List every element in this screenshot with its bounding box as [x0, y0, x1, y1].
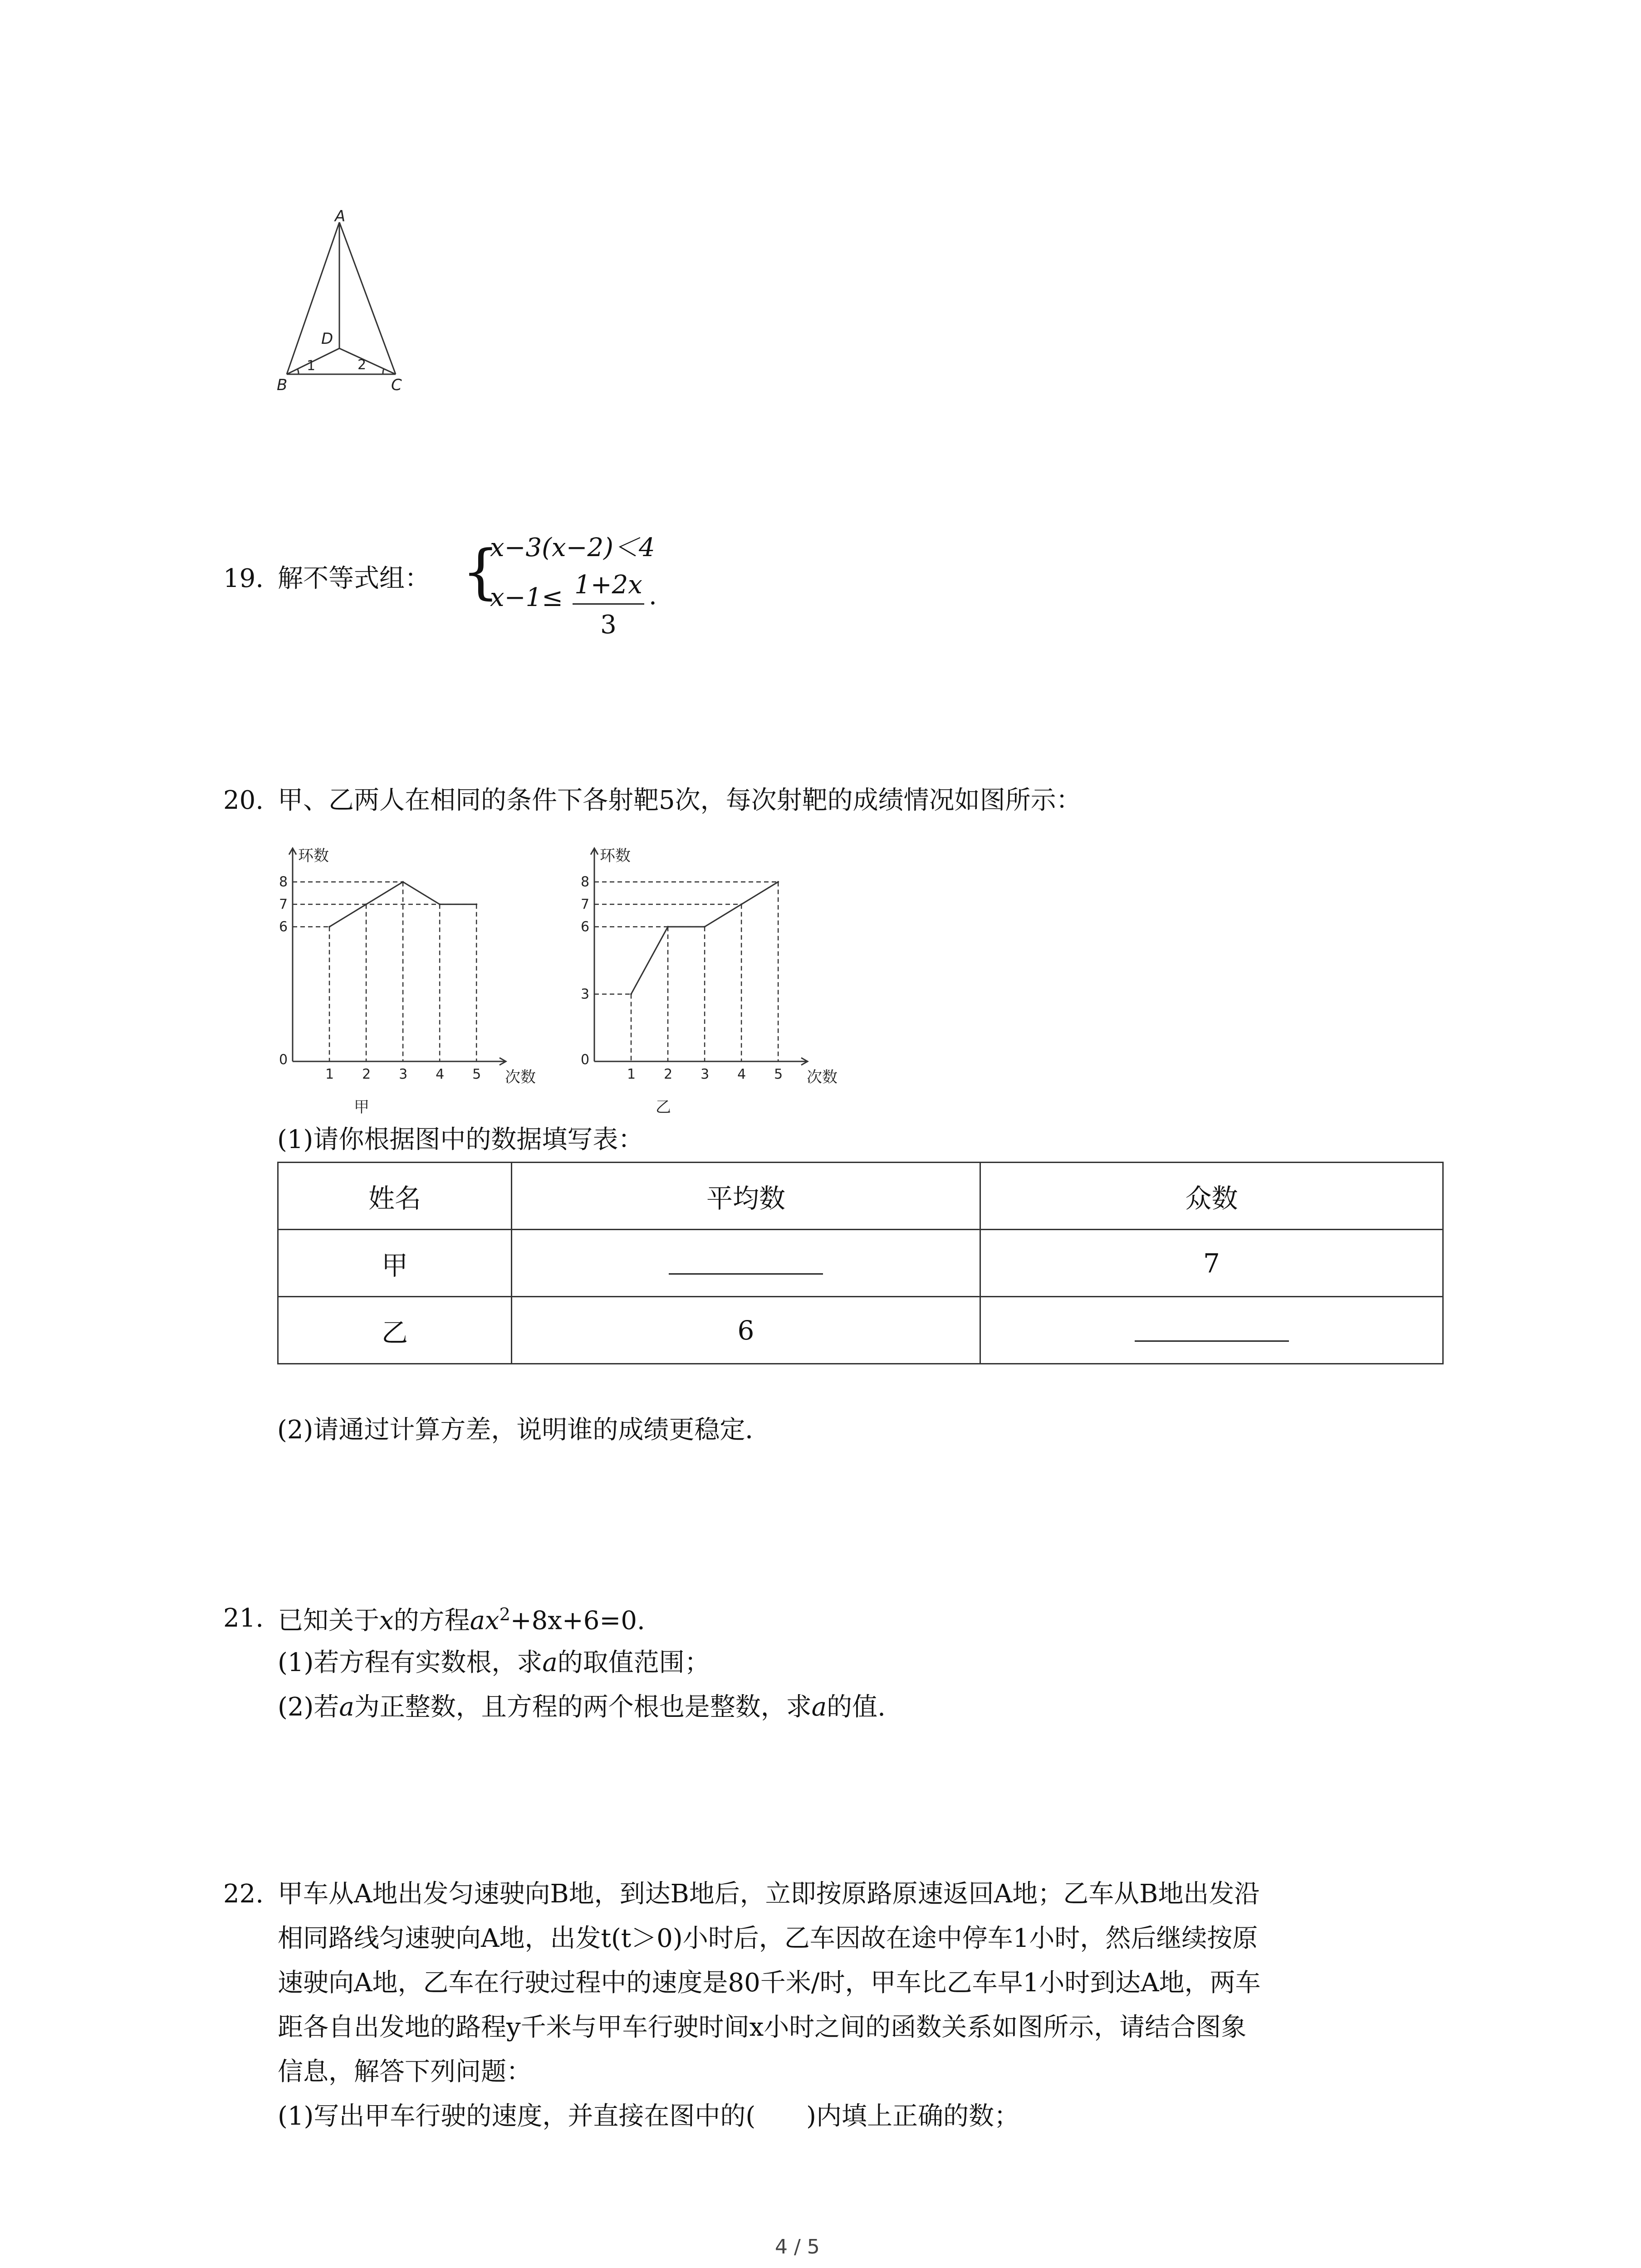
chart-yi	[574, 826, 851, 1116]
x-tick-label: 3	[399, 1066, 408, 1082]
label-c: C	[391, 376, 402, 394]
q20-text: 甲、乙两人在相同的条件下各射靶5次，每次射靶的成绩情况如图所示：	[278, 786, 1082, 815]
y-tick-label: 6	[581, 919, 590, 935]
label-b: B	[277, 376, 288, 394]
header-mode: 众数	[980, 1163, 1443, 1230]
q22-line: 甲车从A地出发匀速驶向B地，到达B地后，立即按原路原速返回A地；乙车从B地出发沿	[278, 1879, 1260, 1909]
header-mean: 平均数	[512, 1163, 980, 1230]
data-point	[402, 881, 404, 883]
x-tick-label: 5	[472, 1066, 481, 1082]
row-name: 乙	[278, 1297, 512, 1364]
row-mode-cell	[980, 1297, 1443, 1364]
q19-inequality-1: x−3(x−2)＜4	[490, 533, 655, 562]
eq-ax: ax	[470, 1606, 500, 1636]
q19-number: 19.	[223, 564, 264, 593]
angle-2-arc	[383, 369, 384, 374]
var-a: a	[811, 1692, 827, 1722]
label-angle-1: 1	[307, 358, 316, 374]
data-point	[328, 926, 330, 928]
chart-title: 乙	[656, 1098, 671, 1116]
x-tick-label: 2	[362, 1066, 371, 1082]
page-number: 4 / 5	[775, 2235, 820, 2258]
data-point	[777, 881, 779, 883]
data-point	[475, 904, 477, 905]
edge-ac	[339, 222, 396, 374]
q22-number: 22.	[223, 1879, 264, 1909]
q22-line: 速驶向A地，乙车在行驶过程中的速度是80千米/时，甲车比乙车早1小时到达A地，两车	[278, 1968, 1261, 1998]
row-mean: 6	[512, 1297, 980, 1364]
data-point	[667, 926, 669, 928]
q19-fraction-denominator: 3	[600, 610, 617, 640]
q19-fraction-numerator: 1+2x	[574, 570, 642, 600]
q20-part2: (2)请通过计算方差，说明谁的成绩更稳定．	[277, 1415, 771, 1445]
x-axis-label: 次数	[505, 1068, 536, 1086]
q21-line1	[278, 1606, 645, 1634]
q21-line3-mid: 为正整数，且方程的两个根也是整数，求	[354, 1692, 812, 1722]
q22-line: (1)写出甲车行驶的速度，并直接在图中的( )内填上正确的数；	[278, 2102, 1020, 2131]
row-name: 甲	[278, 1230, 512, 1297]
origin-label: 0	[581, 1052, 590, 1068]
q20-part1: (1)请你根据图中的数据填写表：	[277, 1125, 644, 1154]
q19-fraction-bar	[573, 603, 644, 605]
score-table	[277, 1162, 1444, 1364]
chart-title: 甲	[354, 1098, 369, 1116]
var-a: a	[542, 1648, 558, 1677]
x-tick-label: 2	[664, 1066, 673, 1082]
eq-rest: +8x+6=0.	[510, 1606, 645, 1636]
q19-end-dot: .	[649, 581, 657, 611]
data-point	[740, 904, 742, 905]
x-tick-label: 3	[700, 1066, 710, 1082]
q19-brace: {	[462, 537, 500, 606]
answer-blank[interactable]	[669, 1273, 823, 1275]
q21-line3-post: 的值.	[827, 1692, 886, 1722]
data-point	[630, 993, 632, 995]
q20-number: 20.	[223, 786, 264, 815]
label-d: D	[321, 330, 333, 348]
data-point	[439, 904, 441, 905]
edge-ab	[287, 222, 339, 374]
y-tick-label: 7	[581, 896, 590, 913]
q21-number: 21.	[223, 1603, 264, 1633]
q21-line1-mid: 的方程	[393, 1606, 470, 1636]
row-mode: 7	[980, 1230, 1443, 1297]
x-tick-label: 1	[627, 1066, 636, 1082]
y-tick-label: 8	[279, 874, 288, 890]
answer-blank[interactable]	[1135, 1340, 1289, 1342]
y-axis-label: 环数	[600, 847, 631, 865]
q21-line2-post: 的取值范围；	[557, 1648, 710, 1677]
q22-line: 信息，解答下列问题：	[278, 2057, 532, 2087]
q21-line3	[278, 1692, 886, 1722]
y-tick-label: 3	[581, 986, 590, 1002]
data-point	[704, 926, 705, 928]
y-tick-label: 7	[279, 896, 288, 913]
chart-jia	[272, 826, 536, 1116]
x-axis-label: 次数	[807, 1068, 838, 1086]
table-row	[278, 1230, 1443, 1297]
origin-label: 0	[279, 1052, 288, 1068]
x-tick-label: 4	[436, 1066, 445, 1082]
var-a: a	[339, 1692, 354, 1722]
q19-text: 解不等式组：	[278, 564, 430, 593]
q21-line1-pre: 已知关于	[278, 1606, 379, 1636]
row-mean-cell	[512, 1230, 980, 1297]
triangle-figure	[268, 209, 431, 399]
x-tick-label: 1	[325, 1066, 334, 1082]
q19-inequality-2-left: x−1≤	[490, 583, 563, 612]
var-x: x	[379, 1606, 394, 1636]
q22-line: 距各自出发地的路程y千米与甲车行驶时间x小时之间的函数关系如图所示，请结合图象	[278, 2013, 1247, 2042]
label-a: A	[335, 207, 346, 225]
x-tick-label: 4	[737, 1066, 746, 1082]
data-point	[365, 904, 367, 905]
table-row	[278, 1297, 1443, 1364]
table-header-row	[278, 1163, 1443, 1230]
x-tick-label: 5	[774, 1066, 783, 1082]
header-name: 姓名	[278, 1163, 512, 1230]
q21-line2	[278, 1650, 710, 1676]
q21-line3-pre: (2)若	[278, 1692, 339, 1722]
eq-exponent: 2	[499, 1604, 510, 1624]
y-tick-label: 6	[279, 919, 288, 935]
q22-line: 相同路线匀速驶向A地，出发t(t＞0)小时后，乙车因故在途中停车1小时，然后继续按原	[278, 1924, 1258, 1953]
q21-line2-pre: (1)若方程有实数根，求	[278, 1648, 543, 1677]
y-tick-label: 8	[581, 874, 590, 890]
label-angle-2: 2	[358, 357, 367, 373]
angle-1-arc	[298, 369, 299, 374]
y-axis-label: 环数	[298, 847, 329, 865]
